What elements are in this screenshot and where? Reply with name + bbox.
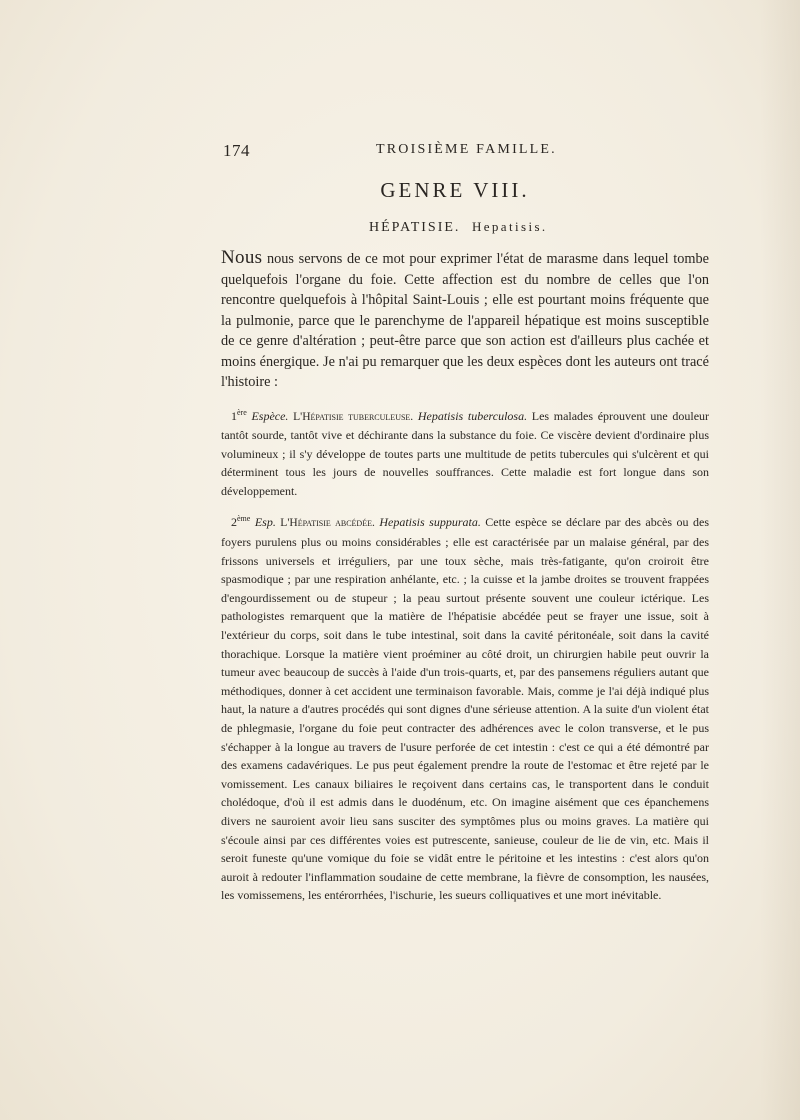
page-edge-shadow [760, 0, 800, 1120]
running-head: TROISIÈME FAMILLE. [376, 142, 557, 157]
body-text [221, 248, 709, 905]
intro-paragraph [221, 248, 709, 393]
species-1-latin: Hepatisis tuberculosa. [417, 408, 528, 423]
species-2-ordinal: ème [237, 514, 251, 524]
species-1-paragraph [221, 404, 709, 501]
species-2-paragraph [221, 510, 709, 904]
species-2-text: Cette espèce se déclare par des abcès ou des foyers purulens plus ou moins considérables ; elle est caractérisée par un malaise général, par des frissons universels et irréguliers, par une toux sèche, mais très-fatigante, qu'on croiroit être spasmodique ; par une respiration anhélante, etc. ; la cuisse et la jambe droites se trouvent frappées d'engourdissement ou de stupeur ; la peau surtout présente souvent une couleur ictérique. Les pathologistes remarquent que la matière de l'hépatisie abcédée peut se frayer une issue, soit à l'extérieur du corps, soit dans le tube intestinal, soit dans la cavité péritonéale, soit dans la cavité thorachique. Lorsque la matière vient proéminer au côté droit, un chirurgien habile peut ouvrir la tumeur avec beaucoup de succès à l'aide d'un trois-quarts, et, par des pansemens réguliers autant que méthodiques, donner à cet accident une terminaison favorable. Mais, comme je l'ai déjà indiqué plus haut, la nature a d'autres procédés qui sont dignes d'une sérieuse attention. A la suite d'un violent état de phlegmasie, l'organe du foie peut contracter des adhérences avec le colon transverse, et le pus s'échapper à la longue au travers de l'usure perforée de cet intestin : c'est ce qui a été démontré par des examens cadavériques. Le pus peut également prendre la route de l'estomac et être rejeté par le vomissement. Les canaux biliaires le reçoivent dans certains cas, le transportent dans le conduit cholédoque, d'où il est admis dans le duodénum, etc. On imagine aisément que ces épanchemens divers ne sauroient avoir lieu sans susciter des symptômes plus ou moins graves. La matière qui s'écoule ainsi par ces différentes voies est putrescente, sanieuse, couleur de lie de vin, etc. Mais il seroit funeste qu'une vomique du foie se vidât entre le péritoine et les intestins : c'est alors qu'on auroit à redouter l'inflammation soudaine de cette membrane, la fièvre de consomption, les nausées, les vomissemens, les entérorrhées, l'ischurie, les sueurs colliquatives et une mort inévitable. [221, 515, 709, 903]
species-1-text: Les malades éprouvent une douleur tantôt sourde, tantôt vive et déchirante dans la substance du foie. Ce viscère devient d'ordinaire plus volumineux ; il s'y développe de toutes parts une multitude de petits tubercules qui s'ulcèrent et qui déterminent tous les jours de nouvelles souffrances. Cette maladie est fort longue dans son développement. [221, 408, 710, 498]
intro-drop-word: Nous [221, 247, 263, 268]
section-heading [369, 219, 548, 236]
species-1-label: Espèce. [251, 408, 289, 423]
heading-latin: Hepatisis. [471, 219, 548, 234]
species-1-number: 1 [231, 408, 237, 423]
species-2-latin: Hepatisis suppurata. [379, 515, 481, 530]
species-2-name: L'Hépatisie abcédée. [280, 517, 375, 530]
page-number: 174 [223, 141, 250, 160]
intro-text: nous servons de ce mot pour exprimer l'état de marasme dans lequel tombe quelquefois l'organe du foie. Cette affection est du nombre de celles que l'on rencontre quelquefois à l'hôpital Saint-Louis ; elle est pourtant moins fréquente que la pulmonie, parce que le parenchyme de l'appareil hépatique est moins susceptible de ce genre d'altération ; peut-être parce que son action est d'ailleurs plus cachée et moins énergique. Je n'ai pu remarquer que les deux espèces dont les auteurs ont tracé l'histoire : [221, 251, 709, 390]
genre-title: GENRE VIII. [380, 178, 530, 202]
species-1-name: L'Hépatisie tuberculeuse. [293, 410, 414, 423]
heading-french: HÉPATISIE. [369, 220, 461, 235]
species-2-number: 2 [231, 515, 237, 530]
species-2-label: Esp. [254, 515, 276, 530]
species-1-ordinal: ère [237, 407, 247, 417]
